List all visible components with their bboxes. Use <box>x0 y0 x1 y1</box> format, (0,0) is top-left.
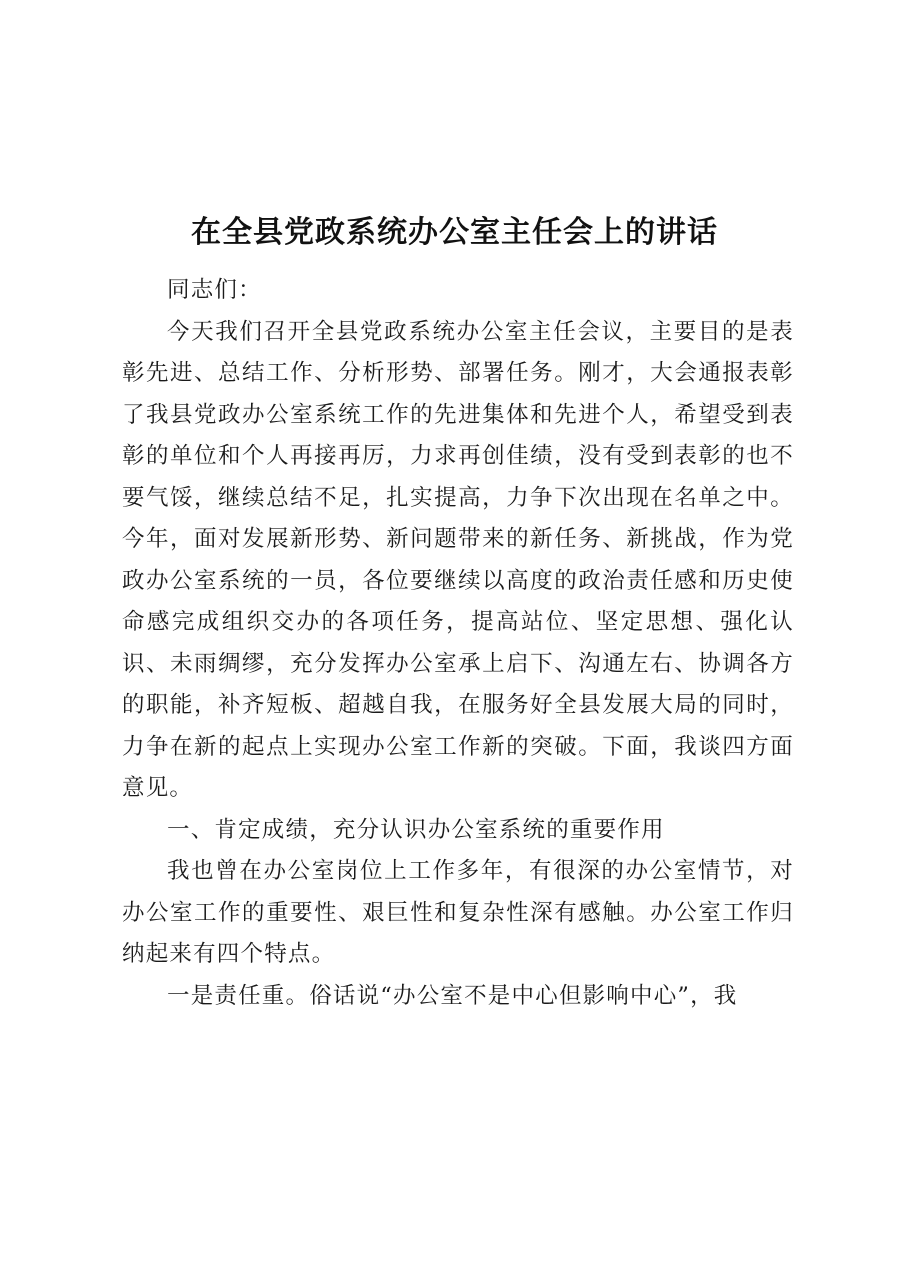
document-body <box>122 270 794 1017</box>
paragraph-intro: 今天我们召开全县党政系统办公室主任会议，主要目的是表彰先进、总结工作、分析形势、部署任务。刚才，大会通报表彰了我县党政办公室系统工作的先进集体和先进个人，希望受到表彰的单位和个人再接再厉，力求再创佳绩，没有受到表彰的也不要气馁，继续总结不足，扎实提高，力争下次出现在名单之中。今年，面对发展新形势、新问题带来的新任务、新挑战，作为党政办公室系统的一员，各位要继续以高度的政治责任感和历史使命感完成组织交办的各项任务，提高站位、坚定思想、强化认识、未雨绸缪，充分发挥办公室承上启下、沟通左右、协调各方的职能，补齐短板、超越自我，在服务好全县发展大局的同时，力争在新的起点上实现办公室工作新的突破。下面，我谈四方面意见。 <box>122 318 794 801</box>
paragraph-responsibility: 一是责任重。俗话说“办公室不是中心但影响中心”，我 <box>167 982 738 1009</box>
paragraph-salutation: 同志们： <box>167 277 262 303</box>
section-heading-1: 一、肯定成绩，充分认识办公室系统的重要作用 <box>167 816 665 843</box>
document-title: 在全县党政系统办公室主任会上的讲话 <box>191 215 718 251</box>
paragraph-office-experience: 我也曾在办公室岗位上工作多年，有很深的办公室情节，对办公室工作的重要性、艰巨性和复杂性深有感触。办公室工作归纳起来有四个特点。 <box>122 858 794 967</box>
